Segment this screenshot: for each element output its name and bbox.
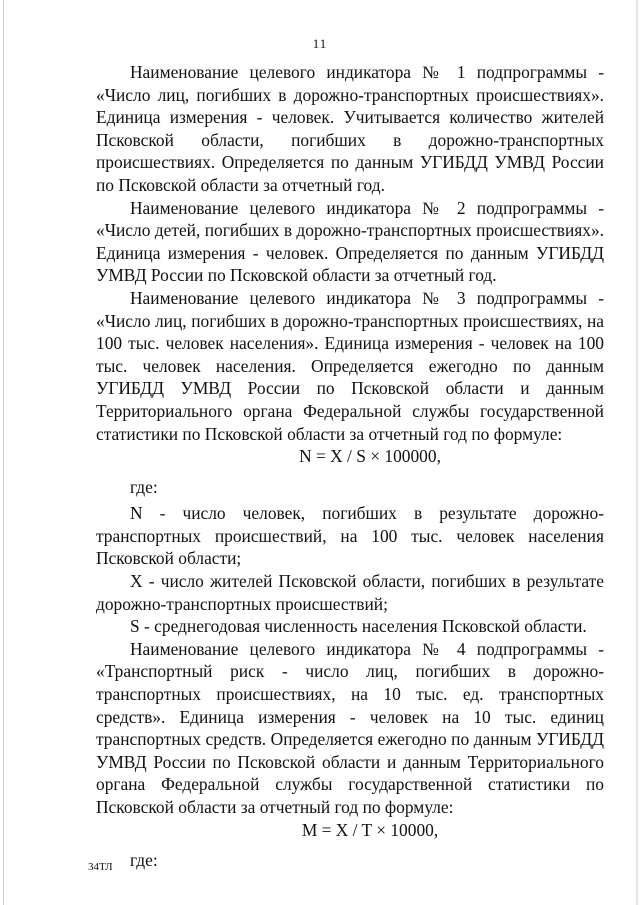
definition-s: S - среднегодовая численность населения Псковской области. [130,616,587,637]
paragraph-indicator-3: Наименование целевого индикатора № 3 подпрограммы - «Число лиц, погибших в дорожно-транспортных происшествиях, на 100 тыс. человек населения». Единица измерения - человек на 100 тыс. человек населения. Определяется ежегодно по данным УГИБДД УМВД России по Псковской области и данным Территориального органа Федеральной службы государственной статистики по Псковской области за отчетный год по формуле: [96,287,604,444]
document-body [96,61,604,876]
scan-edge-right [636,0,638,905]
formula-m: M = X / T × 10000, [301,819,439,840]
where-label-2: где: [130,850,158,871]
definition-n: N - число человек, погибших в результате дорожно-транспортных происшествий, на 100 тыс. человек населения Псковской области; [96,503,604,569]
page-number: 11 [312,36,328,51]
footer-document-code: 34ТЛ [88,861,113,873]
formula-n: N = X / S × 100000, [299,446,441,467]
paragraph-indicator-1: Наименование целевого индикатора № 1 подпрограммы - «Число лиц, погибших в дорожно-транспортных происшествиях». Единица измерения - человек. Учитывается количество жителей Псковской области, погибших в дорожно-транспортных происшествиях. Определяется по данным УГИБДД УМВД России по Псковской области за отчетный год. [96,62,604,195]
scan-edge-left [3,0,4,905]
where-label-1: где: [130,476,158,497]
paragraph-indicator-4: Наименование целевого индикатора № 4 подпрограммы - «Транспортный риск - число лиц, погибших в дорожно-транспортных происшествиях, на 10 тыс. ед. транспортных средств». Единица измерения - человек на 10 тыс. единиц транспортных средств. Определяется ежегодно по данным УГИБДД УМВД России по Псковской области и данным Территориального органа Федеральной службы государственной статистики по Псковской области за отчетный год по формуле: [96,638,604,817]
definition-x: X - число жителей Псковской области, погибших в результате дорожно-транспортных происшествий; [96,571,604,614]
paragraph-indicator-2: Наименование целевого индикатора № 2 подпрограммы - «Число детей, погибших в дорожно-транспортных происшествиях». Единица измерения - человек. Определяется по данным УГИБДД УМВД России по Псковской области за отчетный год. [96,197,604,286]
